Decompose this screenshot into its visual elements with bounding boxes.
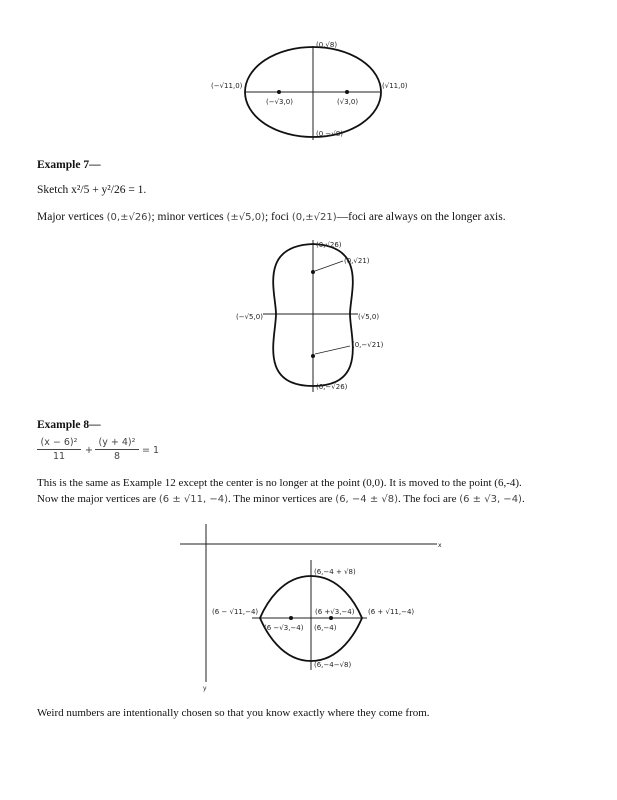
label-right-vertex: (6 + √11,−4): [368, 608, 415, 616]
focus-point-left: [277, 90, 281, 94]
label-top: (0,√8): [316, 41, 338, 49]
label-right: (√5,0): [358, 313, 380, 321]
example7-sketch-text: Sketch x²/5 + y²/26 = 1.: [37, 184, 147, 196]
example7-minor-math: (±√5,0): [226, 212, 265, 223]
frac2-denominator: 8: [113, 451, 121, 462]
label-focus-left: (6 −√3,−4): [264, 624, 304, 632]
example8-minor-math: (6, −4 ± √8): [335, 494, 399, 505]
example7-text-part4: —foci are always on the longer axis.: [336, 211, 506, 223]
example8-major-math: (6 ± √11, −4): [158, 494, 228, 505]
label-bottom: (6,−4−√8): [314, 661, 352, 669]
example8-line1: This is the same as Example 12 except the center is no longer at the point (0,0). It is moved to the point (6,-4).: [37, 477, 522, 489]
example7-text-part2: ; minor vertices: [151, 211, 224, 223]
leader-bottom-focus: [315, 346, 350, 354]
frac1-numerator: (x − 6)²: [40, 437, 78, 448]
example8-text-part1: Now the major vertices are: [37, 493, 157, 505]
example8-heading: Example 8—: [37, 419, 101, 431]
label-top: (0,√26): [316, 241, 342, 249]
example7-text-part1: Major vertices: [37, 211, 104, 223]
focus-point-right: [345, 90, 349, 94]
label-top: (6,−4 + √8): [314, 568, 356, 576]
frac2-numerator: (y + 4)²: [98, 437, 136, 448]
equation-plus: +: [85, 445, 93, 456]
example7-vertices-line: [37, 210, 506, 225]
example8-text-part4: .: [521, 493, 525, 505]
leader-top-focus: [315, 261, 343, 271]
frac1-denominator: 11: [52, 451, 66, 462]
focus-point-top: [311, 270, 315, 274]
label-top-focus: (0,√21): [344, 257, 370, 265]
closing-text: Weird numbers are intentionally chosen so that you know exactly where they come from.: [37, 707, 430, 719]
example7-foci-math: (0,±√21): [291, 212, 337, 223]
label-center: (6,−4): [314, 624, 337, 632]
label-left-focus: (−√3,0): [266, 98, 293, 106]
focus-point-bottom: [311, 354, 315, 358]
example7-heading: Example 7—: [37, 159, 101, 171]
figure-ellipse-horizontal: [200, 36, 430, 146]
label-left-vertex: (6 − √11,−4): [212, 608, 259, 616]
example8-text-part2: . The minor vertices are: [227, 493, 333, 505]
label-bottom: (0,−√8): [316, 130, 343, 138]
figure-ellipse-vertical: [228, 236, 408, 396]
example7-major-math: (0,±√26): [106, 212, 152, 223]
focus-point-right: [329, 616, 333, 620]
label-right-vertex: (√11,0): [382, 82, 408, 90]
label-focus-right: (6 +√3,−4): [315, 608, 355, 616]
label-right-focus: (√3,0): [337, 98, 359, 106]
focus-point-left: [289, 616, 293, 620]
example8-foci-math: (6 ± √3, −4): [459, 494, 522, 505]
label-y-axis: y: [203, 685, 207, 692]
label-x-axis: x: [438, 542, 442, 549]
example8-line2: [37, 492, 525, 507]
example8-text-part3: . The foci are: [398, 493, 457, 505]
label-left: (−√5,0): [236, 313, 263, 321]
label-left-vertex: (−√11,0): [211, 82, 243, 90]
label-bottom: (0,−√26): [316, 383, 348, 391]
example7-text-part3: ; foci: [264, 211, 289, 223]
label-bottom-focus: (0,−√21): [352, 341, 384, 349]
equation-equals: = 1: [142, 445, 160, 456]
figure-ellipse-shifted: [172, 520, 452, 695]
